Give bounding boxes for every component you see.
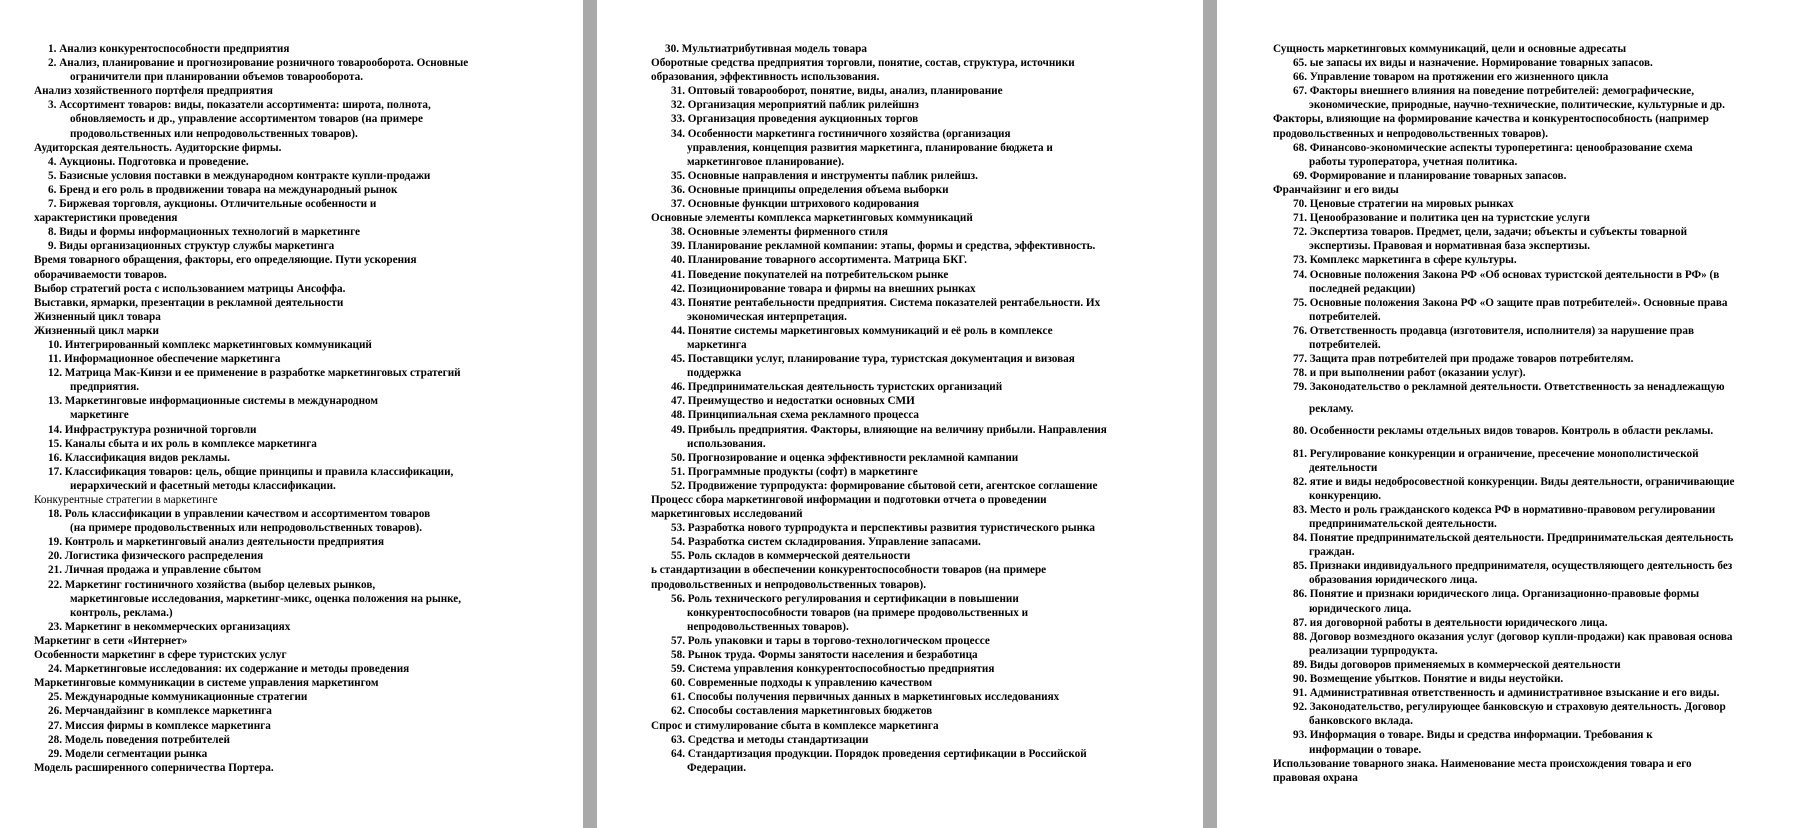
document-page-1 — [0, 0, 583, 828]
text-line: 78. и при выполнении работ (оказании услуг). — [1293, 367, 1526, 380]
text-line: 38. Основные элементы фирменного стиля — [671, 226, 888, 239]
text-line: Использование товарного знака. Наименование места происхождения товара и его — [1273, 757, 1692, 770]
text-line: 61. Способы получения первичных данных в маркетинговых исследованиях — [671, 691, 1060, 704]
text-line: 89. Виды договоров применяемых в коммерческой деятельности — [1293, 658, 1621, 671]
text-line: 83. Место и роль гражданского кодекса РФ в нормативно-правовом регулировании — [1293, 503, 1716, 516]
line-spacer — [1273, 416, 1790, 424]
text-line: Модель расширенного соперничества Портера. — [34, 761, 274, 774]
text-line: маркетинговые исследования, маркетинг-микс, оценка положения на рынке, — [70, 592, 462, 605]
text-line: 10. Интегрированный комплекс маркетинговых коммуникаций — [48, 338, 372, 351]
text-line: 72. Экспертиза товаров. Предмет, цели, задачи; объекты и субъекты товарной — [1293, 226, 1688, 239]
text-line: Выбор стратегий роста с использованием матрицы Ансоффа. — [34, 282, 346, 295]
text-line: 40. Планирование товарного ассортимента. Матрица БКГ. — [671, 254, 967, 267]
text-line: 64. Стандартизация продукции. Порядок проведения сертификации в Российской — [671, 747, 1087, 760]
text-line: 85. Признаки индивидуального предпринимателя, осуществляющего деятельность без — [1293, 560, 1733, 573]
text-line: 56. Роль технического регулирования и сертификации в повышении — [671, 592, 1019, 605]
text-line: экономическая интерпретация. — [687, 310, 847, 323]
text-line: 69. Формирование и планирование товарных запасов. — [1293, 169, 1567, 182]
text-line: конкуренцию. — [1309, 489, 1382, 502]
text-line: банковского вклада. — [1309, 715, 1413, 728]
text-line: 67. Факторы внешнего влияния на поведение потребителей: демографические, — [1293, 85, 1695, 98]
text-line: 1. Анализ конкурентоспособности предприятия — [48, 43, 290, 55]
text-line: иерархический и фасетный методы классификации. — [70, 479, 336, 492]
text-line: 18. Роль классификации в управлении качеством и ассортиментом товаров — [48, 508, 431, 521]
text-line: 32. Организация мероприятий паблик рилейшнз — [671, 99, 919, 112]
text-line: использования. — [687, 437, 766, 450]
text-line: 11. Информационное обеспечение маркетинга — [48, 353, 281, 366]
text-line: образования юридического лица. — [1309, 574, 1478, 587]
line-spacer — [1273, 394, 1790, 402]
text-line: 62. Способы составления маркетинговых бюджетов — [671, 705, 933, 718]
text-line: (на примере продовольственных или непродовольственных товаров). — [70, 522, 423, 535]
text-line: 87. ия договорной работы в деятельности юридического лица. — [1293, 616, 1608, 629]
text-line: маркетинговых исследований — [651, 508, 803, 521]
text-line: 13. Маркетинговые информационные системы в международном — [48, 395, 379, 408]
text-line: контроль, реклама.) — [70, 606, 173, 619]
text-line: 25. Международные коммуникационные стратегии — [48, 691, 308, 704]
text-line: 35. Основные направления и инструменты паблик рилейшз. — [671, 169, 978, 182]
text-line: 15. Каналы сбыта и их роль в комплексе маркетинга — [48, 437, 317, 450]
text-line: характеристики проведения — [34, 212, 178, 225]
text-line: Процесс сбора маркетинговой информации и подготовки отчета о проведении — [651, 494, 1047, 506]
text-line: 8. Виды и формы информационных технологий в маркетинге — [48, 226, 360, 239]
text-line: граждан. — [1309, 546, 1355, 559]
text-line: 36. Основные принципы определения объема выборки — [671, 183, 949, 196]
text-line: правовая охрана — [1273, 771, 1358, 784]
text-line: 24. Маркетинговые исследования: их содержание и методы проведения — [48, 663, 410, 676]
text-line: обновляемость и др., управление ассортиментом товаров (на примере — [70, 113, 423, 126]
text-line: Время товарного обращения, факторы, его определяющие. Пути ускорения — [34, 254, 417, 267]
text-line: 3. Ассортимент товаров: виды, показатели ассортимента: широта, полнота, — [48, 99, 431, 112]
text-line: 70. Ценовые стратегии на мировых рынках — [1293, 198, 1514, 211]
text-line: Федерации. — [687, 761, 747, 774]
text-line: 82. ятие и виды недобросовестной конкуренции. Виды деятельности, ограничивающие — [1293, 475, 1735, 488]
text-line: 48. Принципиальная схема рекламного процесса — [671, 409, 920, 422]
text-line: потребителей. — [1309, 310, 1381, 323]
text-line: 21. Личная продажа и управление сбытом — [48, 564, 262, 577]
text-line: деятельности — [1309, 461, 1378, 474]
text-line: 7. Биржевая торговля, аукционы. Отличительные особенности и — [48, 198, 377, 211]
text-line: 51. Программные продукты (софт) в маркетинге — [671, 465, 918, 478]
text-line: 90. Возмещение убытков. Понятие и виды неустойки. — [1293, 673, 1564, 686]
text-line: 79. Законодательство о рекламной деятельности. Ответственность за ненадлежащую — [1293, 381, 1725, 394]
text-line: Жизненный цикл марки — [34, 324, 159, 337]
text-line: 50. Прогнозирование и оценка эффективности рекламной кампании — [671, 451, 1019, 464]
text-line: 9. Виды организационных структур службы маркетинга — [48, 240, 335, 253]
text-line: 74. Основные положения Закона РФ «Об основах туристской деятельности в РФ» (в — [1293, 268, 1720, 281]
text-line: 31. Оптовый товарооборот, понятие, виды, анализ, планирование — [671, 85, 1003, 98]
text-line: 43. Понятие рентабельности предприятия. Система показателей рентабельности. Их — [671, 296, 1101, 309]
text-line: предпринимательской деятельности. — [1309, 518, 1497, 530]
text-line: экспертизы. Правовая и нормативная база экспертизы. — [1309, 240, 1591, 253]
text-line: 23. Маркетинг в некоммерческих организациях — [48, 620, 291, 633]
text-line: 77. Защита прав потребителей при продаже товаров потребителям. — [1293, 353, 1634, 366]
document-page-2 — [597, 0, 1203, 828]
text-line: Конкурентные стратегии в маркетинге — [34, 494, 218, 506]
text-line: 41. Поведение покупателей на потребительском рынке — [671, 268, 949, 281]
text-line: 81. Регулирование конкуренции и ограничение, пресечение монополистической — [1293, 447, 1699, 460]
text-line: 20. Логистика физического распределения — [48, 550, 264, 563]
text-line: 86. Понятие и признаки юридического лица. Организационно-правовые формы — [1293, 588, 1700, 601]
text-line: 84. Понятие предпринимательской деятельности. Предпринимательская деятельность — [1293, 532, 1734, 545]
text-line: 73. Комплекс маркетинга в сфере культуры. — [1293, 254, 1517, 267]
text-line: Анализ хозяйственного портфеля предприятия — [34, 85, 273, 98]
text-line: 5. Базисные условия поставки в международном контракте купли-продажи — [48, 169, 431, 182]
text-line: Маркетинг в сети «Интернет» — [34, 634, 188, 647]
text-line: 93. Информация о товаре. Виды и средства информации. Требования к — [1293, 729, 1653, 742]
text-line: Основные элементы комплекса маркетинговых коммуникаций — [651, 212, 973, 225]
text-line: последней редакции) — [1309, 282, 1416, 295]
text-line: 22. Маркетинг гостиничного хозяйства (выбор целевых рынков, — [48, 578, 376, 591]
text-line: 60. Современные подходы к управлению качеством — [671, 677, 933, 690]
text-line: 44. Понятие системы маркетинговых коммуникаций и её роль в комплексе — [671, 324, 1053, 337]
text-line: 80. Особенности рекламы отдельных видов товаров. Контроль в области рекламы. — [1293, 425, 1714, 438]
text-line: конкурентоспособности товаров (на примере продовольственных и — [687, 606, 1029, 619]
document-page-3 — [1217, 0, 1802, 828]
text-line: Особенности маркетинг в сфере туристских услуг — [34, 649, 287, 662]
text-line: 45. Поставщики услуг, планирование тура, туристская документация и визовая — [671, 353, 1075, 366]
text-line: 16. Классификация видов рекламы. — [48, 451, 230, 464]
text-line: 52. Продвижение турпродукта: формирование сбытовой сети, агентское соглашение — [671, 479, 1098, 492]
text-line: реализации турпродукта. — [1309, 644, 1438, 657]
text-line: непродовольственных товаров). — [687, 620, 849, 633]
text-line: информации о товаре. — [1309, 743, 1422, 756]
text-line: 14. Инфраструктура розничной торговли — [48, 423, 257, 436]
text-line: 58. Рынок труда. Формы занятости населения и безработица — [671, 649, 978, 662]
text-line: продовольственных или непродовольственных товаров). — [70, 127, 358, 140]
text-line: 29. Модели сегментации рынка — [48, 747, 208, 760]
text-line: 6. Бренд и его роль в продвижении товара на международный рынок — [48, 183, 398, 196]
text-line: 66. Управление товаром на протяжении его жизненного цикла — [1293, 71, 1609, 84]
text-line: 91. Административная ответственность и административное взыскание и его виды. — [1293, 687, 1720, 700]
text-line: 34. Особенности маркетинга гостиничного хозяйства (организация — [671, 127, 1011, 140]
line-spacer — [1273, 439, 1790, 447]
text-line: Факторы, влияющие на формирование качества и конкурентоспособность (например — [1273, 113, 1709, 126]
text-line: 27. Миссия фирмы в комплексе маркетинга — [48, 719, 271, 732]
text-line: поддержка — [687, 367, 742, 380]
text-line: Оборотные средства предприятия торговли, понятие, состав, структура, источники — [651, 57, 1075, 70]
text-line: Маркетинговые коммуникации в системе управления маркетингом — [34, 677, 379, 690]
text-line: 76. Ответственность продавца (изготовителя, исполнителя) за нарушение прав — [1293, 324, 1695, 337]
text-line: образования, эффективность использования. — [651, 71, 880, 84]
text-line: 47. Преимущество и недостатки основных СМИ — [671, 395, 915, 408]
text-line: управления, концепция развития маркетинга, планирование бюджета и — [687, 141, 1053, 154]
text-line: 12. Матрица Мак-Кинзи и ее применение в разработке маркетинговых стратегий — [48, 367, 461, 380]
text-line: 37. Основные функции штрихового кодирования — [671, 198, 920, 211]
text-line: 53. Разработка нового турпродукта и перспективы развития туристического рынка — [671, 522, 1095, 535]
text-line: 75. Основные положения Закона РФ «О защите прав потребителей». Основные права — [1293, 296, 1728, 309]
text-line: 17. Классификация товаров: цель, общие принципы и правила классификации, — [48, 465, 454, 478]
text-line: 19. Контроль и маркетинговый анализ деятельности предприятия — [48, 536, 385, 549]
text-line: ограничители при планировании объемов товарооборота. — [70, 71, 364, 84]
text-line: работы туроператора, учетная политика. — [1309, 155, 1518, 168]
text-line: 92. Законодательство, регулирующее банковскую и страховую деятельность. Договор — [1293, 701, 1726, 714]
text-line: продовольственных и непродовольственных товаров). — [651, 578, 927, 591]
text-line: 65. ые запасы их виды и назначение. Нормирование товарных запасов. — [1293, 57, 1653, 70]
text-line: оборачиваемости товаров. — [34, 268, 167, 281]
text-line: 54. Разработка систем складирования. Управление запасами. — [671, 536, 981, 549]
text-line: 26. Мерчандайзинг в комплексе маркетинга — [48, 705, 272, 718]
text-line: 57. Роль упаковки и тары в торгово-технологическом процессе — [671, 634, 990, 647]
text-line: рекламу. — [1309, 403, 1354, 416]
text-line: Аудиторская деятельность. Аудиторские фирмы. — [34, 141, 282, 154]
text-line: 46. Предпринимательская деятельность туристских организаций — [671, 381, 1003, 394]
text-line: маркетинговое планирование). — [687, 155, 845, 168]
text-line: 4. Аукционы. Подготовка и проведение. — [48, 155, 249, 168]
text-line: 33. Организация проведения аукционных торгов — [671, 113, 919, 126]
text-line: ь стандартизации в обеспечении конкурентоспособности товаров (на примере — [651, 564, 1047, 577]
text-line: экономические, природные, научно-технические, политические, культурные и др. — [1309, 99, 1725, 112]
text-line: 63. Средства и методы стандартизации — [671, 733, 869, 746]
text-line: 2. Анализ, планирование и прогнозирование розничного товарооборота. Основные — [48, 57, 469, 70]
text-line: продовольственных и непродовольственных товаров). — [1273, 127, 1549, 140]
text-line: Выставки, ярмарки, презентации в рекламной деятельности — [34, 296, 344, 309]
text-line: потребителей. — [1309, 338, 1381, 351]
text-line: маркетинге — [70, 409, 129, 422]
text-line: 59. Система управления конкурентоспособностью предприятия — [671, 663, 995, 676]
text-line: предприятия. — [70, 381, 140, 394]
text-line: Спрос и стимулирование сбыта в комплексе маркетинга — [651, 719, 939, 732]
text-line: Франчайзинг и его виды — [1273, 183, 1399, 196]
text-line: 49. Прибыль предприятия. Факторы, влияющие на величину прибыли. Направления — [671, 423, 1107, 436]
text-line: Жизненный цикл товара — [34, 310, 161, 323]
text-line: 71. Ценообразование и политика цен на туристские услуги — [1293, 212, 1590, 225]
text-line: юридического лица. — [1309, 602, 1412, 615]
text-line: 39. Планирование рекламной компании: этапы, формы и средства, эффективность. — [671, 240, 1096, 253]
text-line: 88. Договор возмездного оказания услуг (договор купли-продажи) как правовая основа — [1293, 630, 1733, 643]
text-line: 55. Роль складов в коммерческой деятельности — [671, 550, 911, 563]
text-line: Сущность маркетинговых коммуникаций, цели и основные адресаты — [1273, 43, 1627, 55]
text-line: 42. Позиционирование товара и фирмы на внешних рынках — [671, 282, 976, 295]
text-line: 30. Мультиатрибутивная модель товара — [665, 43, 867, 55]
text-line: маркетинга — [687, 338, 747, 351]
text-line: 28. Модель поведения потребителей — [48, 733, 230, 746]
text-line: 68. Финансово-экономические аспекты туроперетинга: ценообразование схема — [1293, 141, 1693, 154]
